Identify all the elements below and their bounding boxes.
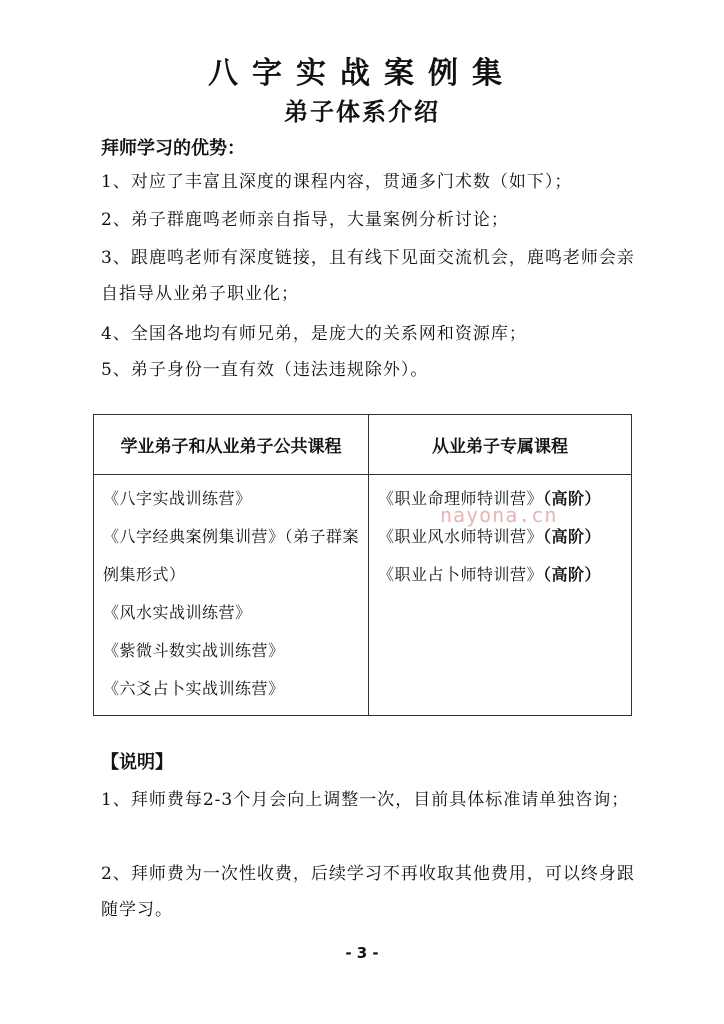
exclusive-course-name: 《职业占卜师特训营》 xyxy=(378,565,544,584)
header-exclusive-courses: 从业弟子专属课程 xyxy=(369,415,632,475)
document-title: 八字实战案例集 xyxy=(208,56,516,91)
watermark: nayona.cn xyxy=(440,503,558,527)
header-common-courses: 学业弟子和从业弟子公共课程 xyxy=(94,415,369,475)
common-course-item: 《紫微斗数实战训练营》 xyxy=(103,641,285,660)
document-subtitle: 弟子体系介绍 xyxy=(284,98,440,126)
advantage-item-3: 3、跟鹿鸣老师有深度链接，且有线下见面交流机会，鹿鸣老师会亲自指导从业弟子职业化； xyxy=(101,248,635,304)
advantage-item-4: 4、全国各地均有师兄弟，是庞大的关系网和资源库； xyxy=(101,324,527,344)
courses-header-row xyxy=(94,415,632,475)
common-course-item: 《八字经典案例集训营》（弟子群案例集形式） xyxy=(103,527,360,584)
exclusive-course-level: （高阶） xyxy=(543,527,602,546)
exclusive-course-item xyxy=(378,556,624,594)
common-course-item: 《六爻占卜实战训练营》 xyxy=(103,679,285,698)
common-course-item: 《八字实战训练营》 xyxy=(103,489,252,508)
note-item-1: 1、拜师费每2-3个月会向上调整一次，目前具体标准请单独咨询； xyxy=(101,790,630,810)
common-courses-cell xyxy=(94,475,369,716)
notes-heading: 【说明】 xyxy=(101,752,173,773)
advantage-item-5: 5、弟子身份一直有效（违法违规除外）。 xyxy=(101,360,429,380)
advantage-item-1: 1、对应了丰富且深度的课程内容，贯通多门术数（如下）； xyxy=(101,172,573,192)
advantages-heading: 拜师学习的优势： xyxy=(101,138,245,159)
advantage-item-2: 2、弟子群鹿鸣老师亲自指导，大量案例分析讨论； xyxy=(101,210,509,230)
courses-table xyxy=(93,414,632,716)
exclusive-course-name: 《职业风水师特训营》 xyxy=(378,527,544,546)
exclusive-course-level: （高阶） xyxy=(543,565,602,584)
page-number: - 3 - xyxy=(345,944,379,962)
note-item-2: 2、拜师费为一次性收费，后续学习不再收取其他费用，可以终身跟随学习。 xyxy=(101,864,635,920)
exclusive-course-level: （高阶） xyxy=(543,489,602,508)
common-course-item: 《风水实战训练营》 xyxy=(103,603,252,622)
exclusive-course-name: 《职业命理师特训营》 xyxy=(378,489,544,508)
